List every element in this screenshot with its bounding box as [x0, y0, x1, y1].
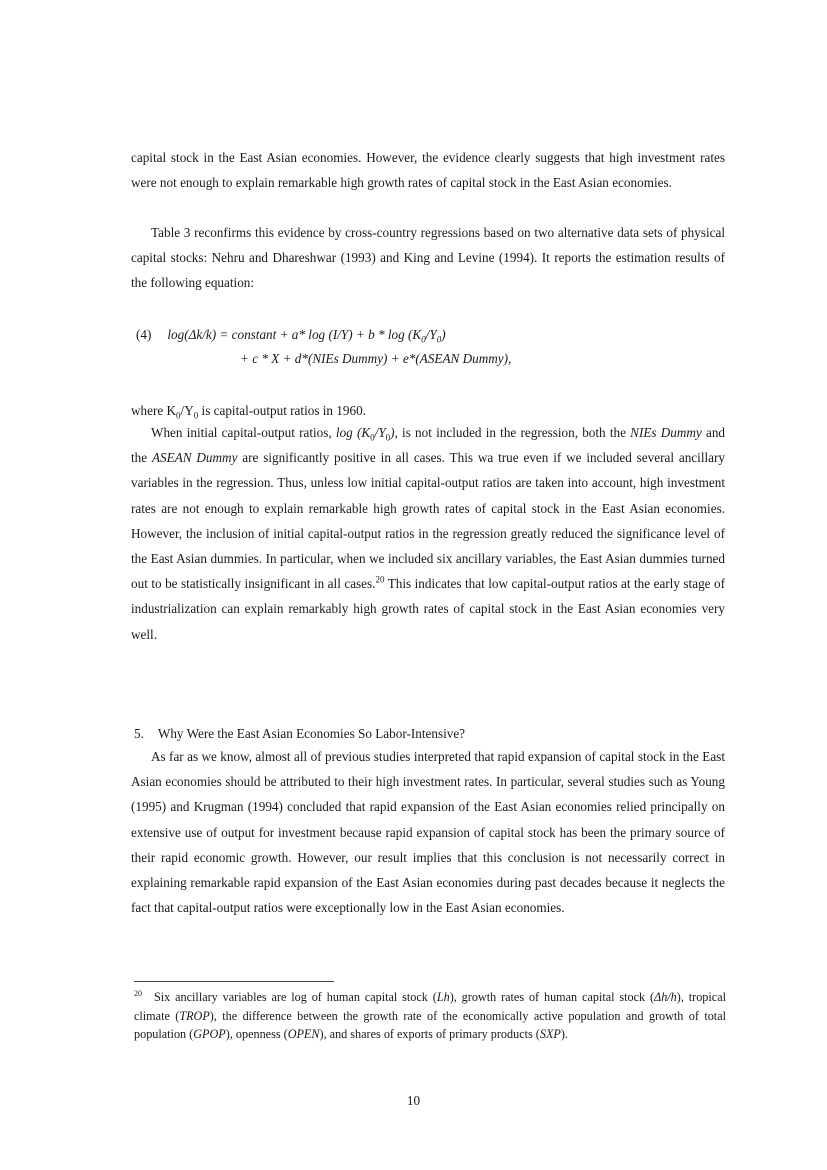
- paragraph-table3: [131, 220, 725, 296]
- text: ), growth rates of human capital stock (: [449, 990, 655, 1004]
- paragraph-text: Table 3 reconfirms this evidence by cross-country regressions based on two alternative data sets of physical capital stocks: Nehru and Dhareshwar (1993) and King and Levine (1994). It reports the estimation results of the following equation:: [131, 225, 725, 291]
- page-number: 10: [406, 1093, 421, 1108]
- section-heading: [134, 722, 465, 746]
- paragraph-previous-studies: [131, 744, 725, 920]
- text: , is not included in the regression, both the: [394, 425, 631, 440]
- subscript: 0: [193, 410, 199, 421]
- text: are significantly positive in all cases. This wa true even if we included several ancillary variables in the regression. Thus, unless low initial capital-output ratios are taken into account, high investment rates are not enough to explain remarkable high growth rates of capital stock in the East Asian economies. However, the inclusion of initial capital-output ratios in the regression greatly reduced the significance level of the East Asian dummies. In particular, when we included six ancillary variables, the East Asian dummies turned out to be statistically insignificant in all cases.: [131, 450, 725, 592]
- math-text: /Y: [374, 425, 386, 440]
- subscript: 0: [385, 432, 391, 443]
- variable: SXP: [539, 1027, 561, 1042]
- subscript: 0: [176, 410, 181, 421]
- math-text: log (K: [335, 425, 371, 440]
- section-title: Why Were the East Asian Economies So Labor-Intensive?: [157, 726, 466, 741]
- equation-text: /Y: [425, 327, 437, 342]
- variable: Δh/h: [654, 990, 677, 1004]
- equation-text: + c * X + d*(NIEs Dummy) + e*(ASEAN Dummy),: [240, 351, 512, 366]
- italic-term: ASEAN Dummy: [151, 450, 238, 466]
- footnote-reference[interactable]: 20: [375, 574, 385, 585]
- variable: OPEN: [287, 1027, 320, 1042]
- footnote-divider: [134, 981, 334, 982]
- subscript: 0: [370, 432, 375, 443]
- equation-number: (4): [136, 327, 152, 342]
- text: and the: [131, 425, 726, 466]
- text: ), the difference between the growth rate of the economically active population and growth of total population (: [134, 1008, 726, 1042]
- paragraph-initial-ratios: [131, 420, 725, 647]
- paragraph-text: As far as we know, almost all of previous studies interpreted that rapid expansion of capital stock in the East Asian economies should be attributed to their high investment rates. In particular, several studies such as Young (1995) and Krugman (1994) concluded that rapid expansion of the East Asian economies relied principally on extensive use of output for investment because rapid expansion of capital stock has been the primary source of their rapid economic growth. However, our result implies that this conclusion is not necessarily correct in explaining remarkable rapid expansion of the East Asian economies during past decades because it neglects the fact that capital-output ratios were exceptionally low in the East Asian economies.: [131, 749, 725, 916]
- subscript: 0: [421, 334, 426, 345]
- text: ), and shares of exports of primary products (: [319, 1027, 540, 1042]
- equation-text: ): [441, 327, 446, 342]
- equation-line-2: [240, 347, 511, 371]
- text: This indicates that low capital-output ratios at the early stage of industrialization can explain remarkably high growth rates of capital stock in the East Asian economies very well.: [131, 576, 725, 642]
- math-text: ): [390, 425, 395, 440]
- variable: TROP: [179, 1008, 210, 1023]
- paragraph-text: capital stock in the East Asian economies. However, the evidence clearly suggests that high investment rates were not enough to explain remarkable high growth rates of capital stock in the East Asian economies.: [131, 150, 725, 191]
- italic-term: NIEs Dummy: [630, 425, 702, 440]
- text: is capital-output ratios in 1960.: [198, 403, 366, 418]
- subscript: 0: [436, 334, 442, 345]
- footnote-mark: 20: [134, 988, 142, 998]
- paragraph-continuation: [131, 145, 725, 195]
- equation-text: log(Δk/k) = constant + a* log (I/Y) + b * log (K: [167, 327, 422, 342]
- text: ), tropical climate (: [134, 990, 726, 1023]
- text: /Y: [180, 403, 194, 418]
- equation-line-1: [136, 323, 446, 347]
- variable: Lh: [436, 990, 450, 1004]
- section-number: 5.: [134, 726, 144, 741]
- footnote: [134, 988, 726, 1044]
- text: ).: [560, 1027, 568, 1042]
- text: where K: [131, 403, 177, 418]
- text: Six ancillary variables are log of human capital stock (: [154, 990, 437, 1004]
- text: ), openness (: [225, 1027, 288, 1042]
- variable: GPOP: [193, 1027, 226, 1042]
- text: When initial capital-output ratios,: [151, 425, 336, 440]
